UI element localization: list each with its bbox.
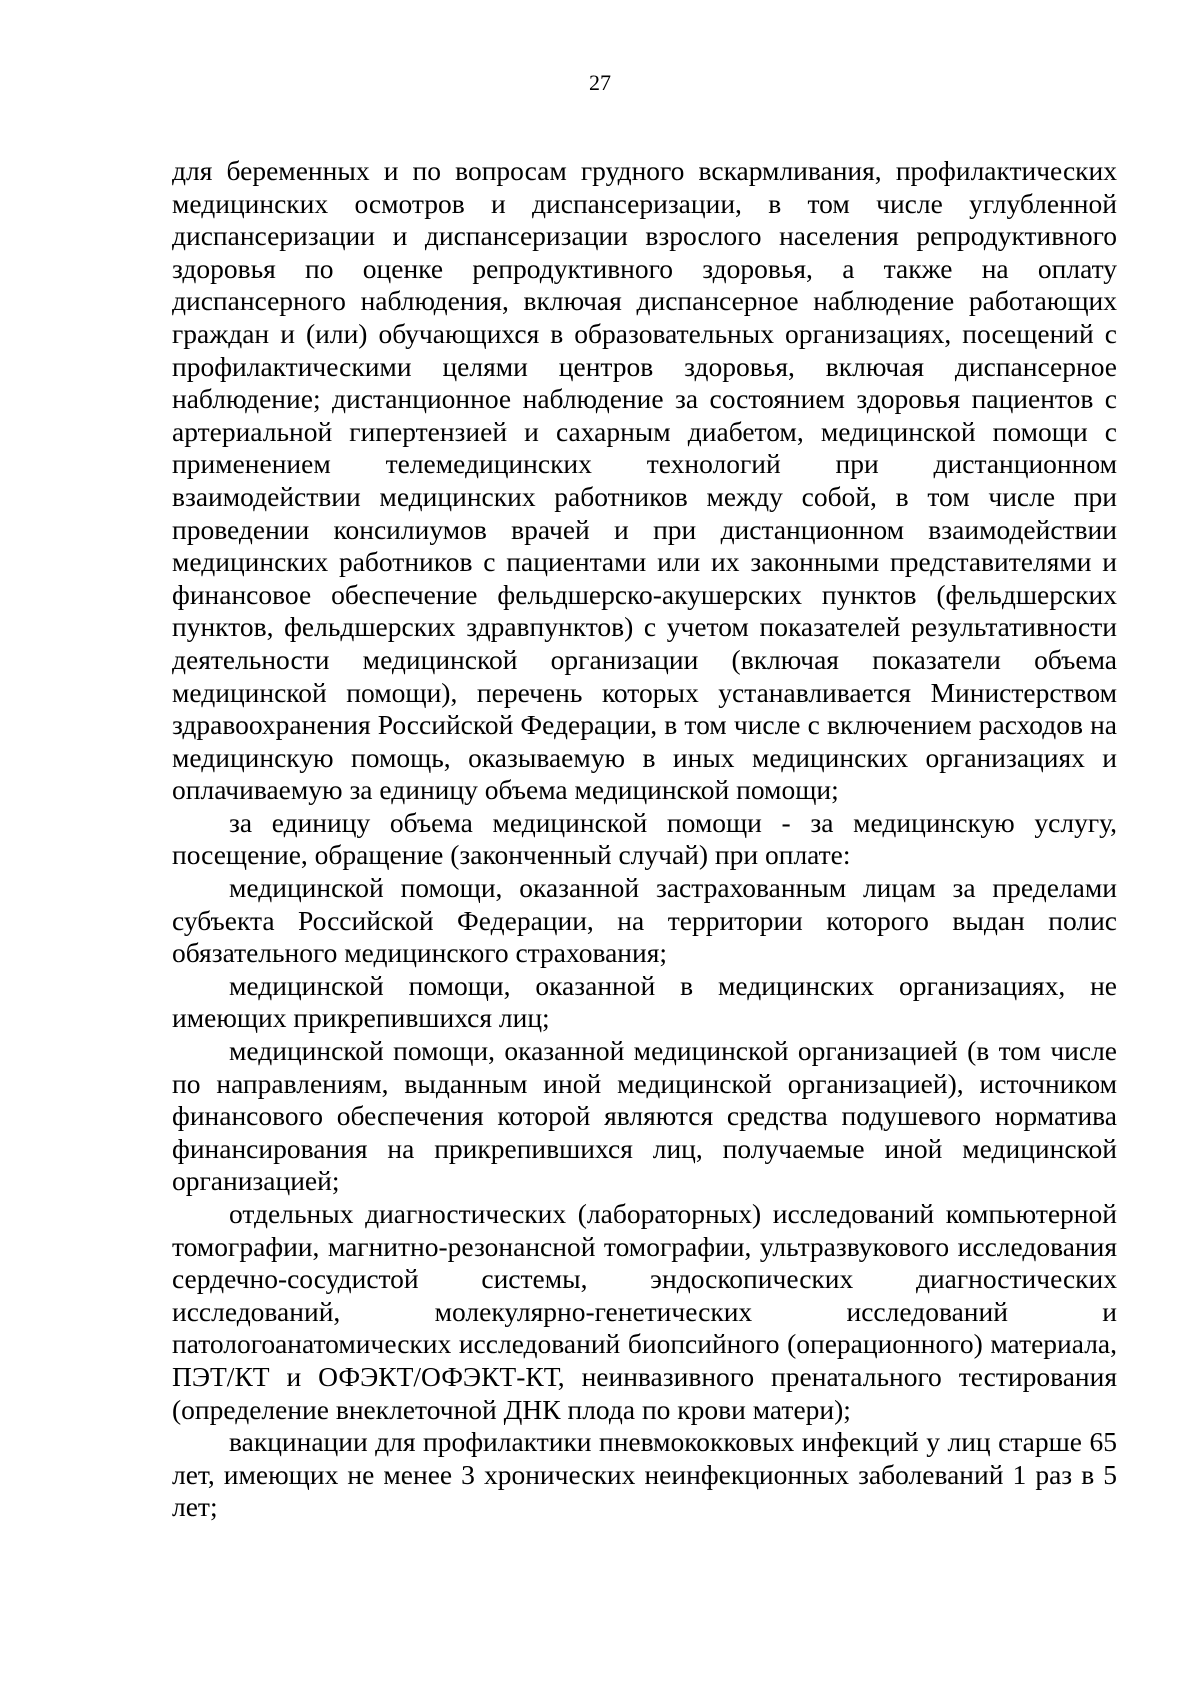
paragraph-diagnostic-studies: отдельных диагностических (лабораторных) исследований компьютерной томографии, магнитно-резонансной томографии, ультразвукового исследования сердечно-сосудистой системы, эндоскопических диагностических исследований, молекулярно-генетических исследований и патологоанатомических исследований биопсийного (операционного) материала, ПЭТ/КТ и ОФЭКТ/ОФЭКТ-КТ, неинвазивного пренатального тестирования (определение внеклеточной ДНК плода по крови матери); [172, 1198, 1117, 1425]
paragraph-vaccination: вакцинации для профилактики пневмококковых инфекций у лиц старше 65 лет, имеющих не менее 3 хронических неинфекционных заболеваний 1 раз в 5 лет; [172, 1426, 1117, 1523]
paragraph-referral-financing: медицинской помощи, оказанной медицинской организацией (в том числе по направлениям, выданным иной медицинской организацией), источником финансового обеспечения которой являются средства подушевого норматива финансирования на прикрепившихся лиц, получаемые иной медицинской организацией; [172, 1035, 1117, 1197]
paragraph-no-attached-persons: медицинской помощи, оказанной в медицинских организациях, не имеющих прикрепившихся лиц; [172, 969, 1117, 1034]
paragraph-outside-region: медицинской помощи, оказанной застрахованным лицам за пределами субъекта Российской Федерации, на территории которого выдан полис обязательного медицинского страхования; [172, 872, 1117, 969]
paragraph-continuation: для беременных и по вопросам грудного вскармливания, профилактических медицинских осмотров и диспансеризации, в том числе углубленной диспансеризации и диспансеризации взрослого населения репродуктивного здоровья по оценке репродуктивного здоровья, а также на оплату диспансерного наблюдения, включая диспансерное наблюдение работающих граждан и (или) обучающихся в образовательных организациях, посещений с профилактическими целями центров здоровья, включая диспансерное наблюдение; дистанционное наблюдение за состоянием здоровья пациентов с артериальной гипертензией и сахарным диабетом, медицинской помощи с применением телемедицинских технологий при дистанционном взаимодействии медицинских работников между собой, в том числе при проведении консилиумов врачей и при дистанционном взаимодействии медицинских работников с пациентами или их законными представителями и финансовое обеспечение фельдшерско-акушерских пунктов (фельдшерских пунктов, фельдшерских здравпунктов) с учетом показателей результативности деятельности медицинской организации (включая показатели объема медицинской помощи), перечень которых устанавливается Министерством здравоохранения Российской Федерации, в том числе с включением расходов на медицинскую помощь, оказываемую в иных медицинских организациях и оплачиваемую за единицу объема медицинской помощи; [172, 155, 1117, 806]
paragraph-unit-of-volume: за единицу объема медицинской помощи - за медицинскую услугу, посещение, обращение (законченный случай) при оплате: [172, 806, 1117, 871]
document-body [172, 155, 1117, 1524]
page-number: 27 [589, 70, 611, 95]
